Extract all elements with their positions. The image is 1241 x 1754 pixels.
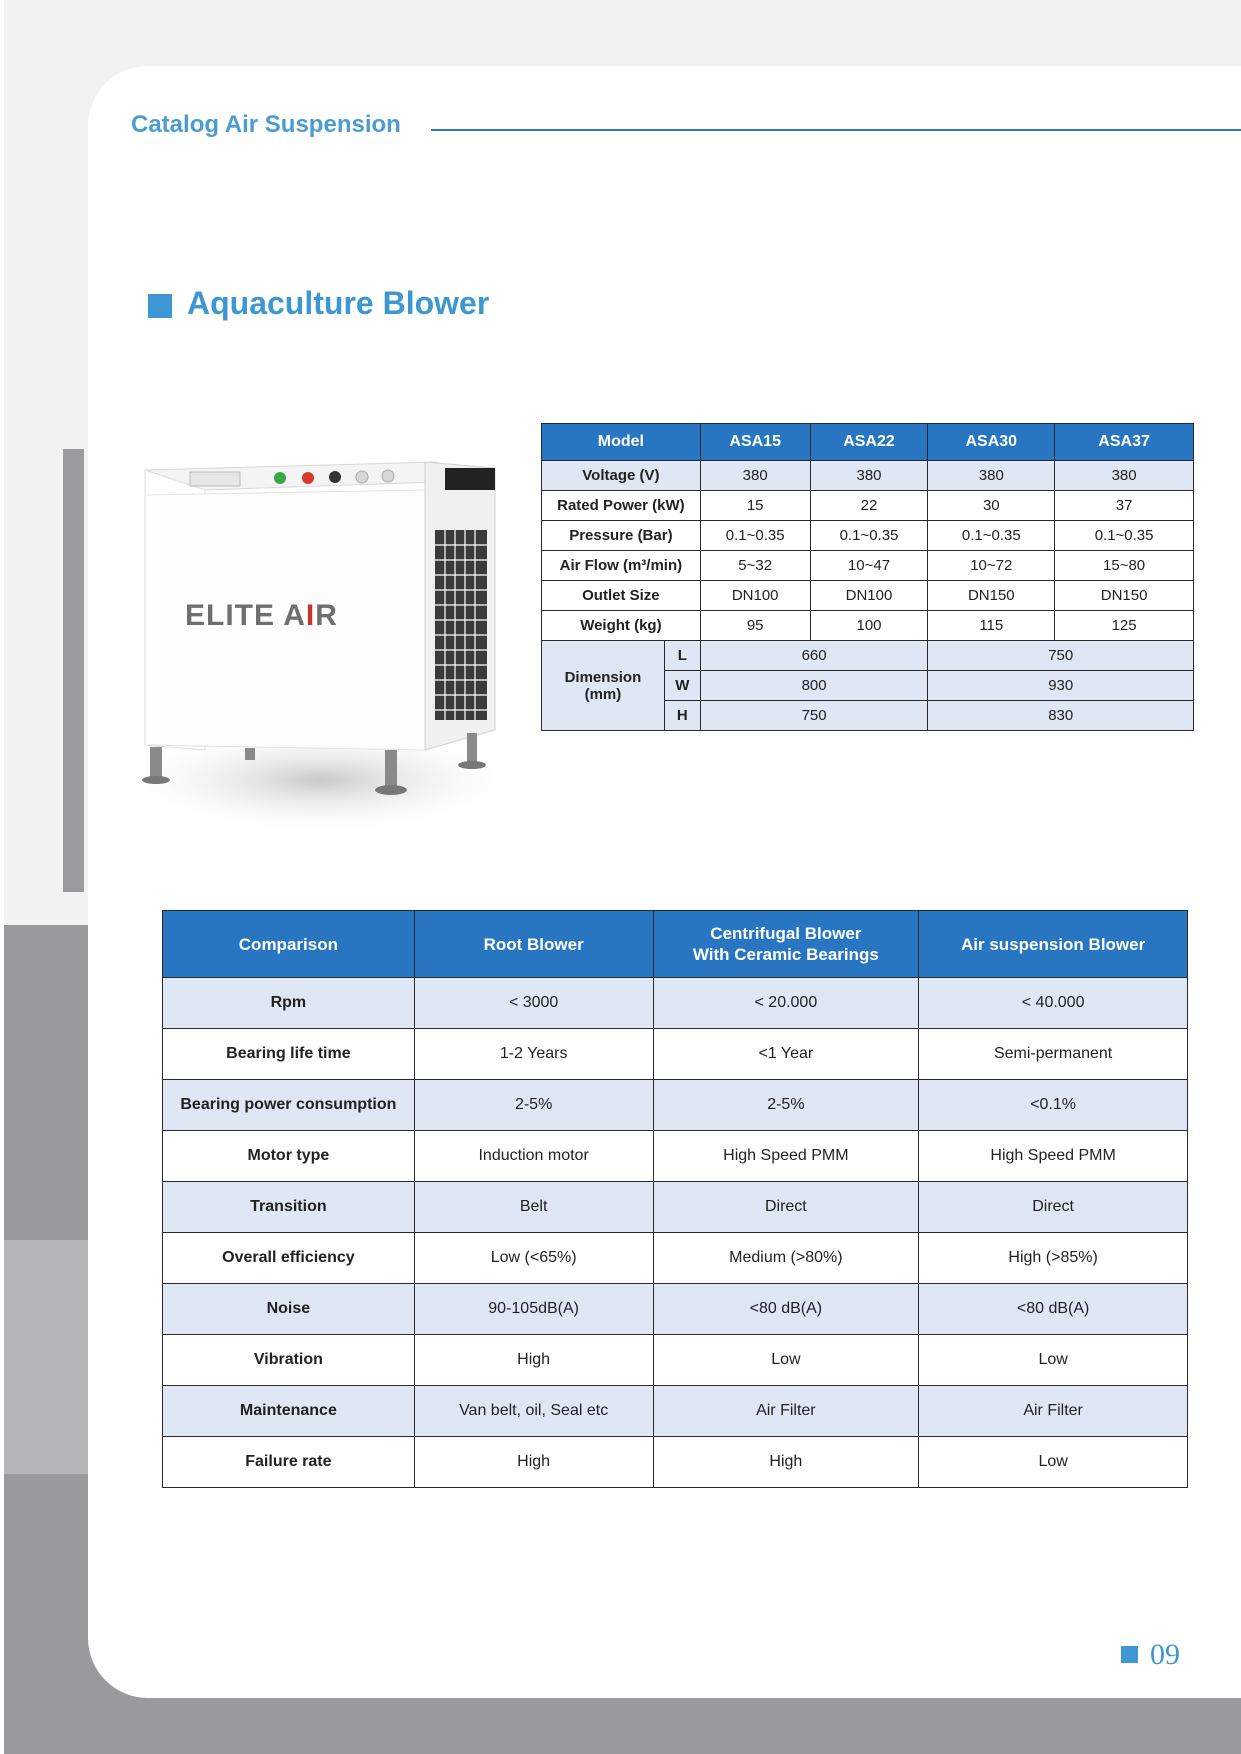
header-rule (431, 129, 1241, 131)
spec-cell: 100 (810, 611, 928, 641)
spec-row (542, 551, 1194, 581)
comparison-row-label: Maintenance (163, 1386, 415, 1437)
comparison-cell: 2-5% (414, 1080, 653, 1131)
comparison-cell: < 40.000 (919, 978, 1188, 1029)
comparison-row (163, 1233, 1188, 1284)
comparison-cell: Low (919, 1437, 1188, 1488)
spec-cell: 380 (928, 461, 1055, 491)
dimension-cell: 660 (700, 641, 928, 671)
comparison-cell: Belt (414, 1182, 653, 1233)
dimension-key: H (664, 701, 700, 731)
comparison-row-label: Motor type (163, 1131, 415, 1182)
spec-cell: 37 (1055, 491, 1194, 521)
comparison-row (163, 978, 1188, 1029)
spec-cell: 0.1~0.35 (700, 521, 810, 551)
spec-header-cell: ASA37 (1055, 424, 1194, 461)
spec-row-label: Rated Power (kW) (542, 491, 701, 521)
comparison-row-label: Vibration (163, 1335, 415, 1386)
comparison-cell: Air Filter (653, 1386, 919, 1437)
comparison-cell: Low (<65%) (414, 1233, 653, 1284)
comparison-cell: 90-105dB(A) (414, 1284, 653, 1335)
page-number: 09 (1150, 1638, 1180, 1671)
comparison-row-label: Failure rate (163, 1437, 415, 1488)
spec-cell: 115 (928, 611, 1055, 641)
dimension-cell: 750 (928, 641, 1194, 671)
comparison-cell: <80 dB(A) (653, 1284, 919, 1335)
comparison-header-cell: Comparison (163, 911, 415, 978)
spec-cell: 380 (700, 461, 810, 491)
spec-cell: 10~47 (810, 551, 928, 581)
spec-cell: 15 (700, 491, 810, 521)
spec-cell: 5~32 (700, 551, 810, 581)
comparison-header-line: Centrifugal Blower (710, 924, 862, 943)
comparison-cell: Semi-permanent (919, 1029, 1188, 1080)
spec-cell: 22 (810, 491, 928, 521)
spec-cell: 10~72 (928, 551, 1055, 581)
spec-cell: 0.1~0.35 (810, 521, 928, 551)
comparison-cell: High (414, 1437, 653, 1488)
dimension-row (542, 641, 1194, 671)
comparison-cell: <0.1% (919, 1080, 1188, 1131)
comparison-cell: < 20.000 (653, 978, 919, 1029)
dimension-cell: 750 (700, 701, 928, 731)
comparison-header-cell: Root Blower (414, 911, 653, 978)
comparison-table (162, 910, 1188, 1488)
section-marker-icon (148, 294, 172, 318)
spec-cell: 30 (928, 491, 1055, 521)
comparison-cell: Air Filter (919, 1386, 1188, 1437)
comparison-row (163, 1284, 1188, 1335)
spec-header-cell: ASA15 (700, 424, 810, 461)
comparison-cell: Van belt, oil, Seal etc (414, 1386, 653, 1437)
spec-header-cell: ASA30 (928, 424, 1055, 461)
comparison-row (163, 1335, 1188, 1386)
comparison-row (163, 1386, 1188, 1437)
comparison-cell: <80 dB(A) (919, 1284, 1188, 1335)
spec-cell: DN150 (928, 581, 1055, 611)
comparison-cell: 1-2 Years (414, 1029, 653, 1080)
spec-cell: DN100 (700, 581, 810, 611)
spec-row (542, 611, 1194, 641)
comparison-cell: 2-5% (653, 1080, 919, 1131)
spec-cell: DN150 (1055, 581, 1194, 611)
spec-row-label: Pressure (Bar) (542, 521, 701, 551)
comparison-row-label: Noise (163, 1284, 415, 1335)
dimension-label-line: Dimension (564, 668, 642, 686)
comparison-row (163, 1131, 1188, 1182)
comparison-cell: Low (653, 1335, 919, 1386)
spec-row (542, 521, 1194, 551)
spec-row-label: Voltage (V) (542, 461, 701, 491)
comparison-cell: Low (919, 1335, 1188, 1386)
spec-cell: 95 (700, 611, 810, 641)
comparison-row-label: Rpm (163, 978, 415, 1029)
comparison-cell: High Speed PMM (653, 1131, 919, 1182)
dimension-label (542, 641, 665, 731)
comparison-row-label: Transition (163, 1182, 415, 1233)
dimension-key: W (664, 671, 700, 701)
brand-logo: ELITE AIR (185, 599, 338, 632)
comparison-row-label: Overall efficiency (163, 1233, 415, 1284)
comparison-header-line: With Ceramic Bearings (692, 945, 879, 964)
comparison-row (163, 1182, 1188, 1233)
dimension-cell: 800 (700, 671, 928, 701)
comparison-cell: High Speed PMM (919, 1131, 1188, 1182)
comparison-cell: High (>85%) (919, 1233, 1188, 1284)
spec-row-label: Weight (kg) (542, 611, 701, 641)
spec-row (542, 461, 1194, 491)
spec-cell: 125 (1055, 611, 1194, 641)
spec-cell: 0.1~0.35 (928, 521, 1055, 551)
catalog-header-title: Catalog Air Suspension (131, 111, 401, 138)
spec-header-cell: Model (542, 424, 701, 461)
comparison-cell: <1 Year (653, 1029, 919, 1080)
blower-product-image (105, 450, 535, 850)
spec-cell: 380 (1055, 461, 1194, 491)
comparison-cell: Direct (919, 1182, 1188, 1233)
dimension-cell: 930 (928, 671, 1194, 701)
comparison-cell: Direct (653, 1182, 919, 1233)
comparison-row-label: Bearing life time (163, 1029, 415, 1080)
spec-row-label: Outlet Size (542, 581, 701, 611)
spec-cell: DN100 (810, 581, 928, 611)
comparison-header-cell: Air suspension Blower (919, 911, 1188, 978)
spec-cell: 0.1~0.35 (1055, 521, 1194, 551)
spec-cell: 380 (810, 461, 928, 491)
comparison-cell: < 3000 (414, 978, 653, 1029)
side-accent-bar (63, 449, 84, 892)
spec-cell: 15~80 (1055, 551, 1194, 581)
spec-row (542, 491, 1194, 521)
dimension-label-line: (mm) (584, 685, 622, 703)
comparison-cell: Induction motor (414, 1131, 653, 1182)
page-marker-icon (1121, 1646, 1138, 1663)
comparison-row (163, 1437, 1188, 1488)
section-title: Aquaculture Blower (187, 285, 490, 321)
comparison-row (163, 1029, 1188, 1080)
spec-table (541, 423, 1194, 731)
dimension-key: L (664, 641, 700, 671)
spec-header-cell: ASA22 (810, 424, 928, 461)
comparison-cell: Medium (>80%) (653, 1233, 919, 1284)
comparison-row (163, 1080, 1188, 1131)
spec-row-label: Air Flow (m³/min) (542, 551, 701, 581)
comparison-header-cell (653, 911, 919, 978)
spec-row (542, 581, 1194, 611)
comparison-row-label: Bearing power consumption (163, 1080, 415, 1131)
comparison-cell: High (414, 1335, 653, 1386)
dimension-cell: 830 (928, 701, 1194, 731)
comparison-cell: High (653, 1437, 919, 1488)
